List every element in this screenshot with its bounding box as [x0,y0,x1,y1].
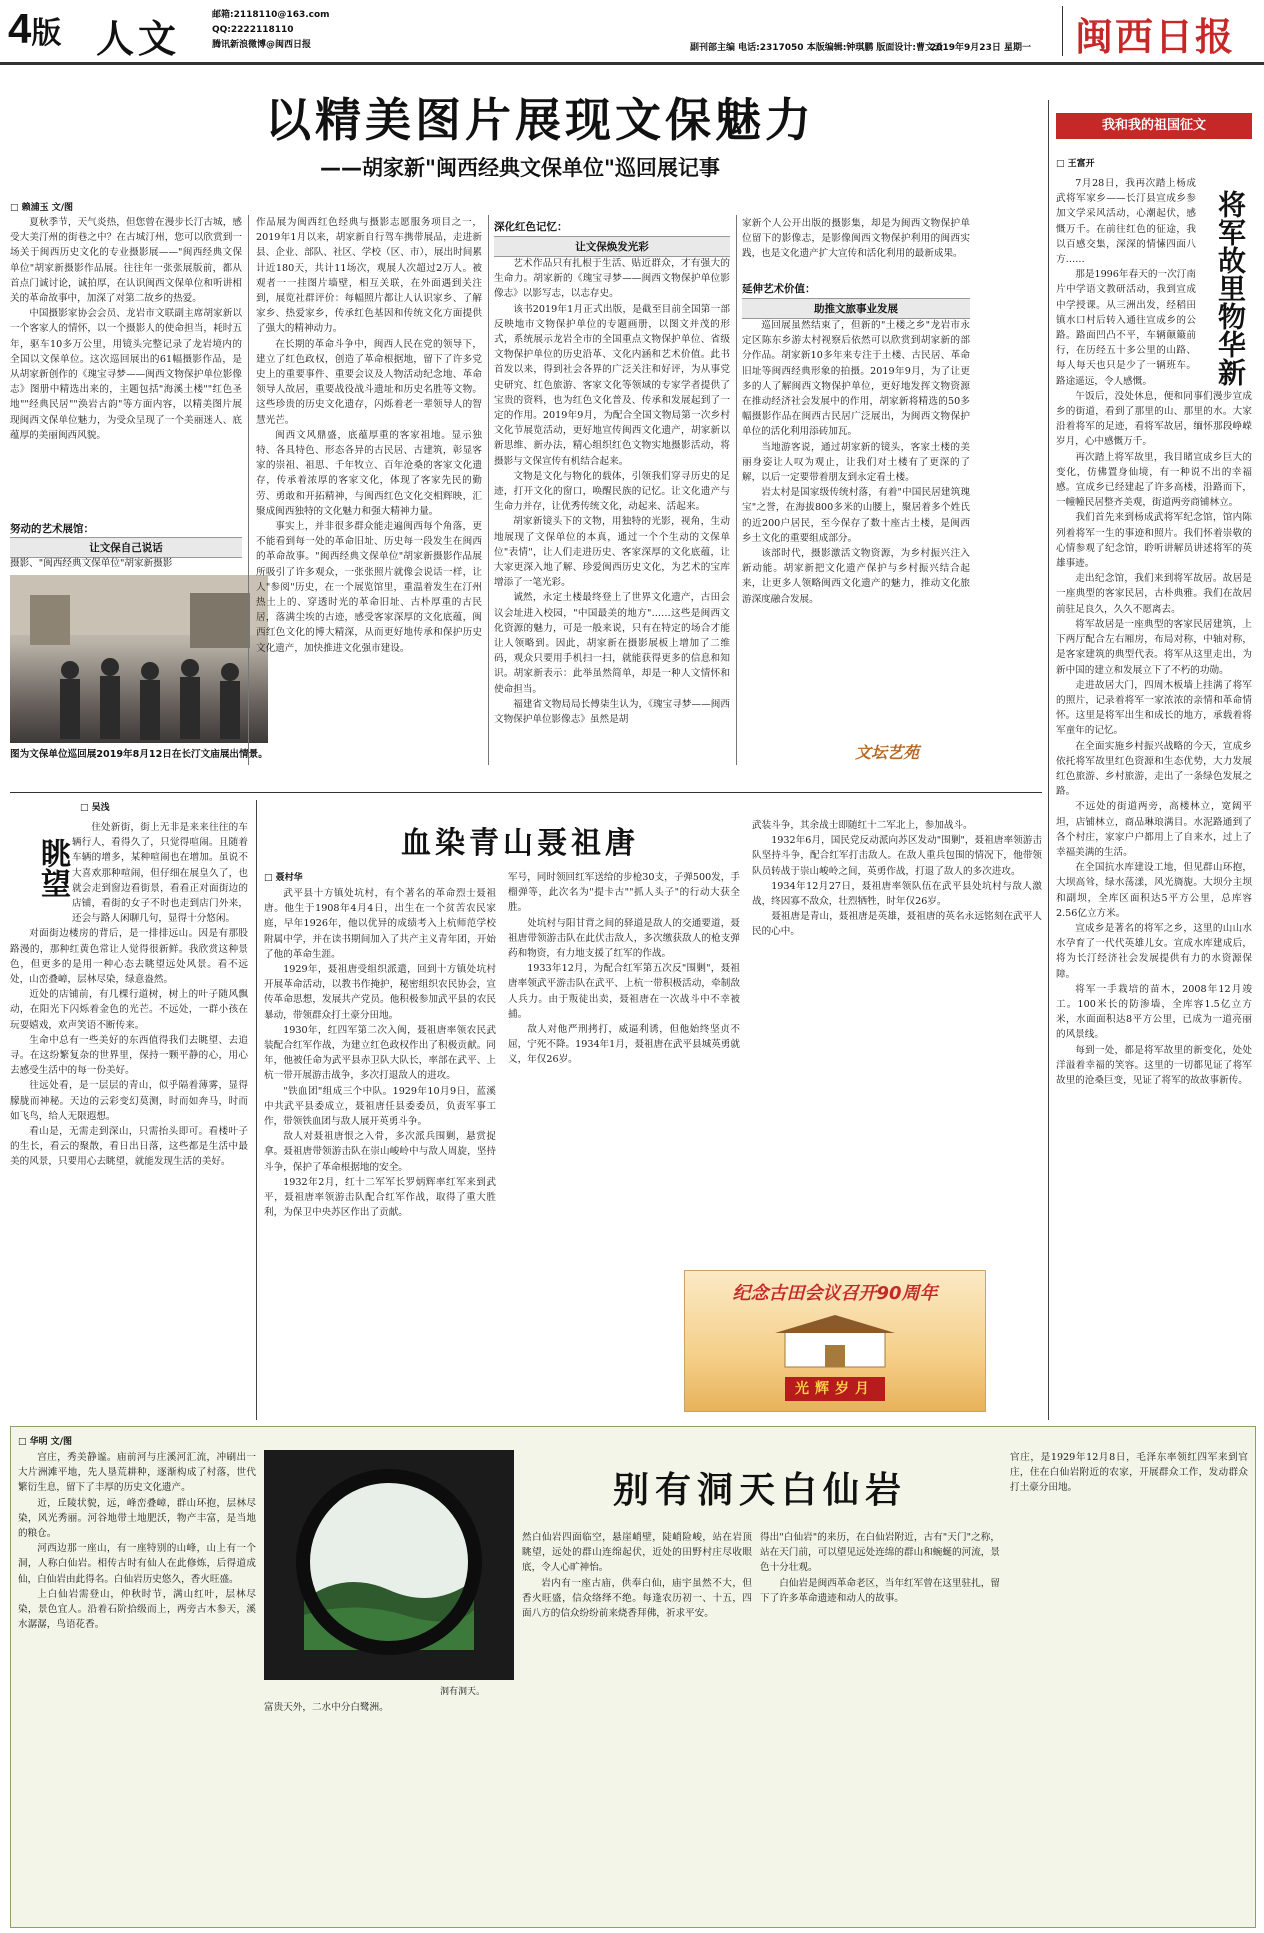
sidebar-para: 在全国抗水库建设工地，但见群山环抱，大坝高耸，绿水荡漾，风光旖旎。大坝分主坝和副坝，全库区面积达5平方公里，总库容2.56亿立方米。 [1056,862,1252,919]
article1-col3-sub: 深化红色记忆： [494,221,568,233]
article4-col1 [18,1450,256,1920]
weibo: 腾讯新浪微博@闽西日报 [212,40,312,50]
article3-para: 1934年12月27日，聂祖唐率领队伍在武平县处坑村与敌人激战，终因寡不敌众，壮烈牺牲，时年仅26岁。 [752,880,1042,908]
cave-photo [264,1450,514,1680]
photo-caption: 图为文保单位巡回展2019年8月12日在长汀文庙展出情景。 [10,749,268,760]
article1-col1 [10,215,242,513]
article3-para: 敌人对聂祖唐恨之入骨，多次派兵围剿，悬赏捉拿。聂祖唐带领游击队在崇山峻岭中与敌人周旋，坚持斗争，保护了革命根据地的安全。 [264,1131,496,1173]
article3-para: "铁血团"组成三个中队。1929年10月9日，蓝溪中共武平县委成立，聂祖唐任县委委员，负责军事工作，带领铁血团与敌人展开英勇斗争。 [264,1085,496,1128]
article2-title: 眺望 [35,838,70,898]
article3-para: 处坑村与阳甘背之间的驿道是敌人的交通要道，聂祖唐带领游击队在此伏击敌人，多次缴获敌人的枪支弹药和物资，有力地支援了红军的作战。 [508,917,740,960]
article2-para: 看山是，无需走到深山，只需抬头即可。看楼叶子的生长，看云的聚散，看日出日落，这些都是生活中最美的风景，只要用心去眺望，就能发现生活的美好。 [10,1126,248,1168]
article2-byline: □ 吴浅 [80,803,110,813]
article3-para: 武装斗争，其余战士即随红十二军北上，参加战斗。 [752,820,973,831]
article3-para: 1932年2月，红十二军军长罗炳辉率红军来到武平，聂祖唐率领游击队配合红军作战，取得了重大胜利，为保卫中央苏区作出了贡献。 [264,1176,496,1219]
contact-info [212,8,330,53]
sidebar-banner: 我和我的祖国征文 [1056,113,1252,139]
article1-para: 当地游客说，通过胡家新的镜头，客家土楼的美丽身姿让人叹为观止，让我们对土楼有了更深的了解，以后一定要带着朋友到永定看土楼。 [742,441,970,484]
sidebar-title: 将军故里物华新 [1214,190,1247,386]
article1-para: 作品展为闽西红色经典与摄影志愿服务项目之一，2019年1月以来，胡家新自行驾车携带展品，走进新县、企业、部队、社区、学校（区、市），展出时间累计近180天，共计11场次，观展人次超过2万人。被观者一一挂图片墙壁，相互关联，在外面遇到关注到，展览社群评价：每幅照片都让人认识家乡、了解家乡、热爱家乡，传承红色基因和传统文化方面提供了强大的精神动力。 [256,217,482,335]
article4-col3 [522,1530,752,1920]
article1-para: 夏秋季节，天气炎热，但您曾在漫步长汀古城，感受大美汀州的街巷之中？在古城汀州，您可以欣赏到一场关于闽西历史文化的专业摄影展——"闽西经典文保单位"胡家新摄影作品展。往往年一张张展版前，都从首点门诚讨论，诚拍厚，在认识闽西文保单位和听讲相关的革命故事中，加深了对第二故乡的热爱。 [10,217,242,305]
article1-sub1: 努动的艺术展馆： [10,523,94,535]
article4-para: 宫庄，秀美静谧。庙前河与庄溪河汇流，冲刷出一大片洲滩平地，先人垦荒耕种，逐渐构成了村落，世代繁衍生息，留下了丰厚的历史文化遗产。 [18,1452,256,1494]
email: 邮箱:2118110@163.com [212,10,330,20]
article2-text [10,820,248,1420]
article1-col4-box: 助推文旅事业发展 [742,298,970,319]
article1-subtitle: ——胡家新"闽西经典文保单位"巡回展记事 [320,156,720,180]
culture-badge: 文坛艺苑 [855,743,920,762]
meeting-hall-icon [765,1311,905,1371]
sidebar-para: 走进故居大门，四周木板墙上挂满了将军的照片，记录着将军一家浓浓的亲情和革命情怀。这里是将军出生和成长的地方，承载着将军童年的记忆。 [1056,679,1252,737]
article1-para: 在长期的革命斗争中，闽西人民在党的领导下，建立了红色政权，创造了革命根据地，留下了许多党史上的重要事件、重要会议及人物活动纪念地、革命领导人故居，重要战役战斗遗址和历史名胜等文物。这些珍贵的历史文化遗存，闪烁着老一辈领导人的智慧光芒。 [256,338,482,426]
sidebar-para: 再次踏上将军故里，我目睹宣成乡巨大的变化，仿佛置身仙境，有一种说不出的幸福感。宣成乡已经建起了许多高楼，沿路而下，一幢幢民居整齐美观，街道两旁商铺林立。 [1056,451,1252,509]
sidebar-para: 走出纪念馆，我们来到将军故居。故居是一座典型的客家民居，古朴典雅。我们在故居前驻足良久，久久不愿离去。 [1056,573,1252,615]
article3-col2 [508,870,740,1170]
article1-para: 福建省文物局局长傅柒生认为，《瑰宝寻梦——闽西文物保护单位影像志》虽然是胡 [494,698,730,726]
article4-title: 别有洞天白仙岩 [612,1469,907,1511]
page-number [8,5,62,55]
sidebar-para: 我们首先来到杨成武将军纪念馆，馆内陈列着将军一生的事迹和照片。我们怀着崇敬的心情参观了纪念馆，聆听讲解员讲述将军的英雄事迹。 [1056,512,1252,570]
article4-para: 得出"白仙岩"的来历，在白仙岩附近，古有"天门"之称，站在天门前，可以望见远处连绵的群山和蜿蜒的河流，景色十分壮观。 [760,1532,1000,1574]
article1-title: 以精美图片展现文保魅力 [265,93,815,147]
article2-para: 对面街边楼房的背后，是一排排远山。因是有那股路漫的，那种红黄色常让人觉得很新鲜。我欣赏这种景色，但更多的是用一种心态去眺望远处风景。看不远处，山峦叠嶂，层林尽染，绿意盎然。 [10,928,248,986]
page-unit: 版 [31,17,62,50]
article4-para: 近，丘陵状貌，远，峰峦叠嶂，群山环抱，层林尽染，风光秀丽。河谷地带土地肥沃，物产丰富，是当地的粮仓。 [18,1497,256,1540]
article4-col2 [264,1700,514,1920]
article3-para: 聂祖唐是青山，聂祖唐是英雄，聂祖唐的英名永远铭刻在武平人民的心中。 [752,911,1042,938]
article4-col5 [1010,1450,1248,1920]
article1-para: 岩太村是国家级传统村落，有着"中国民居建筑瑰宝"之誉，在海拔800多米的山腰上，聚居着多个姓氏的近200户居民，至今保存了数十座古土楼，是闽西乡土文化的重要组成部分。 [742,487,970,544]
editors-line: 副刊部主编 电话:2317050 本版编辑:钟琪鹏 版面设计:曹文云 [690,43,944,53]
commemoration-graphic [684,1270,986,1412]
article2-para: 往远处看，是一层层的青山，似乎隔着薄雾，显得朦胧而神秘。天边的云彩变幻莫测，时而如奔马，时而如飞鸟，给人无限遐想。 [10,1080,248,1122]
article1-byline: □ 赖浦玉 文/图 [10,203,74,213]
article1-col2 [256,215,482,765]
article3-title: 血染青山聂祖唐 [401,826,639,861]
article4-para: 然白仙岩四面临空，悬崖峭壁，陡峭险峻，站在岩顶眺望，远处的群山连绵起伏，近处的田野村庄尽收眼底，令人心旷神怡。 [522,1532,752,1574]
article1-para: 艺术作品只有扎根于生活、贴近群众，才有强大的生命力。胡家新的《瑰宝寻梦——闽西文物保护单位影像志》以影写志，以志存史。 [494,258,730,300]
article1-col4b [742,318,970,726]
article3-para: 武平县十方镇处坑村，有个著名的革命烈士聂祖唐。他生于1908年4月4日，出生在一个贫苦农民家庭，早年1926年，他以优异的成绩考入上杭师范学校附属中学，并在读书期间加入了共产主义青年团，开始了他的革命生涯。 [264,888,496,960]
article1-col1b: 摄影、"闽西经典文保单位"胡家新摄影 [10,558,173,569]
article3-para: 敌人对他严刑拷打，威逼利诱，但他始终坚贞不屈，宁死不降。1934年1月，聂祖唐在武平县城英勇就义，年仅26岁。 [508,1024,740,1066]
article1-para: 中国摄影家协会会员、龙岩市文联副主席胡家新以一个客家人的情怀，以一个摄影人的使命担当，耗时五年，驱车10多万公里，用镜头完整记录了龙岩境内的全国以文保单位。这次巡回展出的61幅摄影作品，是从胡家新创作的《瑰宝寻梦——闽西文物保护单位影像志》图册中精选出来的，主题包括"海溪土楼""红色圣地""经典民居""涣岩古韵"等方面内容，以精美图片展现闽西文保单位魅力，为受众呈现了一个美丽迷人、底蕴厚的美丽闽西风貌。 [10,308,242,441]
photo-people-icon [10,575,268,743]
qq: QQ:2222118110 [212,25,294,35]
article1-col4 [742,216,970,276]
article1-para: 诚然，永定土楼最终登上了世界文化遗产，古田会议会址进入校园，"中国最美的地方"……这些是闽西文化资源的魅力，可是一般来说，只有在特定的场合才能让人领略到。因此，胡家新在摄影展板上增加了二维码，观众只要用手机扫一扫，就能获得更多的信息和知识。胡家新表示：此举虽然简单，却是一种人文情怀和使命担当。 [494,592,730,695]
article3-para: 1929年，聂祖唐受组织派遣，回到十方镇处坑村开展革命活动，以教书作掩护，秘密组织农民协会，宣传革命思想，发展共产党员。他积极参加武平县的农民暴动，带领群众打土豪分田地。 [264,964,496,1021]
sidebar-para: 每到一处，都是将军故里的新变化，处处洋溢着幸福的笑容。这里的一切都见证了将军故里的沧桑巨变，见证了将军的故故事新传。 [1056,1044,1252,1086]
sidebar-text [1056,176,1252,1416]
article2-para: 近处的店铺前，有几棵行道树，树上的叶子随风飘动，在阳光下闪烁着金色的光芒。不远处，一群小孩在玩耍嬉戏，欢声笑语不断传来。 [10,989,248,1031]
page-num: 4 [8,5,32,52]
article4-para: 官庄，是1929年12月8日，毛泽东率领红四军来到官庄，住在白仙岩附近的农家，开展群众工作，发动群众打土豪分田地。 [1010,1452,1248,1494]
sidebar-para: 在全面实施乡村振兴战略的今天，宣成乡依托将军故里红色资源和生态优势，大力发展红色旅游、乡村旅游，走出了一条绿色发展之路。 [1056,740,1252,798]
article4-para: 富贵天外，二水中分白鹭洲。 [264,1702,389,1713]
article4-para: 上白仙岩需登山，仲秋时节，满山红叶，层林尽染，景色宜人。沿着石阶拾级而上，两旁古木参天，溪水潺潺，鸟语花香。 [18,1588,256,1631]
cave-opening-icon [264,1450,514,1680]
article1-para: 巡回展虽然结束了，但新的"土楼之乡"龙岩市永定区陈东乡游太村视察后依然可以欣赏到胡家新的部分作品。胡家新10多年来专注于土楼、古民居、革命旧址等闽西经典形象的拍摄。2019年9月，为了让更多的人了解闽西文物保护单位，更好地发挥文物资源在推动经济社会发展中的作用，胡家新将精选的50多幅摄影作品在闽西古民居广泛展出，为闽西文物保护单位的活化利用添砖加瓦。 [742,320,970,438]
article1-para: 事实上，并非很多群众能走遍闽西每个角落，更不能看到每一处的革命旧址、历史每一段发生在闽西的革命故事。"闽西经典文保单位"胡家新摄影作品展所吸引了许多观众，一张张照片就像会说话一样，让人"参阅"历史，在一个展览馆里，重温着发生在汀州热土上的、穿透时光的革命旧址、古朴厚重的古民居，落满尘埃的古迹，感受客家深厚的文化底蕴，闽西红色文化的博大精深，从而更好地传承和保护历史文化遗产，加快推进文化强市建设。 [256,521,482,654]
sidebar-byline: □ 王富开 [1056,159,1095,169]
article3-para: 1933年12月，为配合红军第五次反"围剿"，聂祖唐率领武平游击队在武平、上杭一带积极活动，牵制敌人兵力。由于叛徒出卖，聂祖唐在一次战斗中不幸被捕。 [508,963,740,1020]
article1-para: 该部时代，摄影激活文物资源，为乡村振兴注入新动能。胡家新把文化遗产保护与乡村振兴结合起来，让更多人领略闽西文化遗产的魅力，推动文化旅游深度融合发展。 [742,548,970,605]
date-line: 2019年9月23日 星期一 [930,43,1031,53]
section-title: 人文 [96,19,181,61]
article1-para: 家新个人公开出版的摄影集，却是为闽西文物保护单位留下的影像志，是影像闽西文物保护利用的闽西实践，也是文化遗产扩大宣传和活化利用的最新成果。 [742,218,970,260]
article4-byline: □ 华明 文/图 [18,1437,73,1447]
article3-para: 1932年6月，国民党反动派向苏区发动"围剿"，聂祖唐率领游击队坚持斗争，配合红军打击敌人。在敌人重兵包围的情况下，他带领队员转战于崇山峻岭之间，英勇作战，打退了敌人的多次进攻。 [752,835,1042,877]
article1-col3 [494,256,730,766]
sidebar-para: 那是1996年春天的一次汀南片中学语文教研活动，我到宣成中学授课。从三洲出发，经稻田镇水口村后转入通往宣成乡的公路。路面凹凸不平，车辆颠簸前行，在历经五十多公里的山路、每人每天也只是少了一辆班车。路途遥远，令人感慨。 [1056,269,1196,387]
article4-para: 白仙岩是闽西革命老区，当年红军曾在这里驻扎，留下了许多革命遗迹和动人的故事。 [760,1577,1000,1604]
article3-para: 1930年，红四军第二次入闽，聂祖唐率领农民武装配合红军作战，为建立红色政权作出了积极贡献。同年，他被任命为武平县赤卫队大队长，率部在武平、上杭一带开展游击战争，多次打退敌人的进攻。 [264,1024,496,1082]
cave-photo-caption: 洞有洞天。 [440,1687,486,1697]
article1-box1: 让文保自己说话 [10,537,242,558]
commemoration-sub: 光辉岁月 [785,1377,885,1401]
exhibition-photo [10,575,268,743]
sidebar-para: 不远处的街道两旁，高楼林立，宽阔平坦，店铺林立，商品琳琅满目。水泥路通到了各个村庄，家家户户都用上了自来水，过上了幸福美满的生活。 [1056,801,1252,858]
article3-col1 [264,886,496,1416]
commemoration-title: 纪念古田会议召开90周年 [732,1283,938,1304]
article1-col4-sub: 延伸艺术价值： [742,283,816,295]
article3-para: 军号，同时领回红军送给的步枪30支，子弹500发，手榴弹等，此次名为"提卡古""抓人头子"的行动大获全胜。 [508,872,740,914]
article4-para: 岩内有一座古庙，供奉白仙，庙宇虽然不大，但香火旺盛，信众络绎不绝。每逢农历初一、十五，四面八方的信众纷纷前来烧香拜佛，祈求平安。 [522,1577,752,1620]
article1-para: 胡家新镜头下的文物，用独特的光影，视角，生动地展现了文保单位的本真，通过一个个生动的文保单位"表情"，让人们走进历史、客家深厚的文化底蕴，让大家更深入地了解、珍爱闽西历史文化，为艺术的宝库增添了一笔光彩。 [494,516,730,589]
article3-byline: □ 聂村华 [264,873,303,883]
article1-para: 该书2019年1月正式出版，是截至目前全国第一部反映地市文物保护单位的专题画册，以图文并茂的形式，系统展示龙岩全市的全国重点文物保护单位、省级文物保护单位的历史沿革、文化内涵和艺术价值。此书首发以来，得到社会各界的广泛关注和好评，为从事党史研究、红色旅游、客家文化等领域的专家学者提供了宝贵的资料，也为红色文化普及、传承和发展起到了一定的作用。2019年9月，为配合全国文物局第一次乡村文化节展览活动，更好地宣传闽西文化遗产，胡家新以新思维、新办法，精心组织红色文物实地摄影活动，将摄影与文保宣传有机结合起来。 [494,303,730,467]
article1-col3-box: 让文保焕发光彩 [494,236,730,257]
article1-para: 闽西文风鼎盛，底蕴厚重的客家祖地。显示独特、各具特色、形态各异的古民居、古建筑，彰显客家的崇祖、祖思、千年牧立、百年沧桑的客家文化遗存，传承着浓厚的客家文化，体现了客家先民的勤劳、勇敢和开拓精神，与闽西红色文化交相辉映，汇聚成闽西独特的文化魅力和强大精神力量。 [256,429,482,517]
paper-logo: 闽西日报 [1075,14,1236,59]
sidebar-para: 7月28日，我再次踏上杨成武将军家乡——长汀县宣成乡参加文学采风活动，心潮起伏，感慨万千。在前往红色的征途，我以百感交集，深深的情愫四面八方…… [1056,178,1196,266]
article1-para: 文物是文化与物化的载体，引领我们穿寻历史的足迹，打开文化的窗口，唤醒民族的记忆。让文化遗产与生命力并存，让优秀传统文化，动起来、活起来。 [494,470,730,513]
article2-para: 住处新街，街上无非是来来往往的车辆行人，看得久了，只觉得喧闹。且随着车辆的增多，某种喧闹也在增加。虽说不大喜欢那种喧闹，但仔细在展皇久了，也就会走到窗边看街景，看看正对面街边的店铺，看街的女子不时也走到店门外来，还会与路人闲聊几句，显得十分悠闲。 [72,822,248,925]
sidebar-para: 将军故居是一座典型的客家民居建筑，上下两厅配合左右厢房，布局对称，中轴对称，是客家建筑的典型代表。将军从这里走出，为新中国的建立和发展立下了不朽的功勋。 [1056,618,1252,676]
sidebar-para: 午饭后，没处休息，便和同事们漫步宣成乡的街道，看到了那里的山、那里的水。大家沿着将军的足迹，看将军故居，缅怀那段峥嵘岁月，心中感慨万千。 [1056,390,1252,448]
article2-para: 生命中总有一些美好的东西值得我们去眺望、去追寻。在这纷繁复杂的世界里，保持一颗平静的心，用心去感受生活中的每一份美好。 [10,1034,248,1077]
sidebar-para: 宣成乡是著名的将军之乡，这里的山山水水孕育了一代代英雄儿女。宣成水库建成后，将为长汀经济社会发展提供有力的水资源保障。 [1056,922,1252,980]
masthead [0,0,1264,65]
sidebar-para: 将军一手栽培的苗木，2008年12月竣工。100米长的防渗墙，全库容1.5亿立方米，水面面积达8平方公里，已成为一道亮丽的风景线。 [1056,983,1252,1041]
article3-col3 [752,818,1042,1258]
article4-col4 [760,1530,1000,1920]
article4-para: 河西边那一座山，有一座特别的山峰，山上有一个洞，人称白仙岩。相传古时有仙人在此修炼，后得道成仙，白仙岩由此得名。白仙岩历史悠久，香火旺盛。 [18,1543,256,1585]
